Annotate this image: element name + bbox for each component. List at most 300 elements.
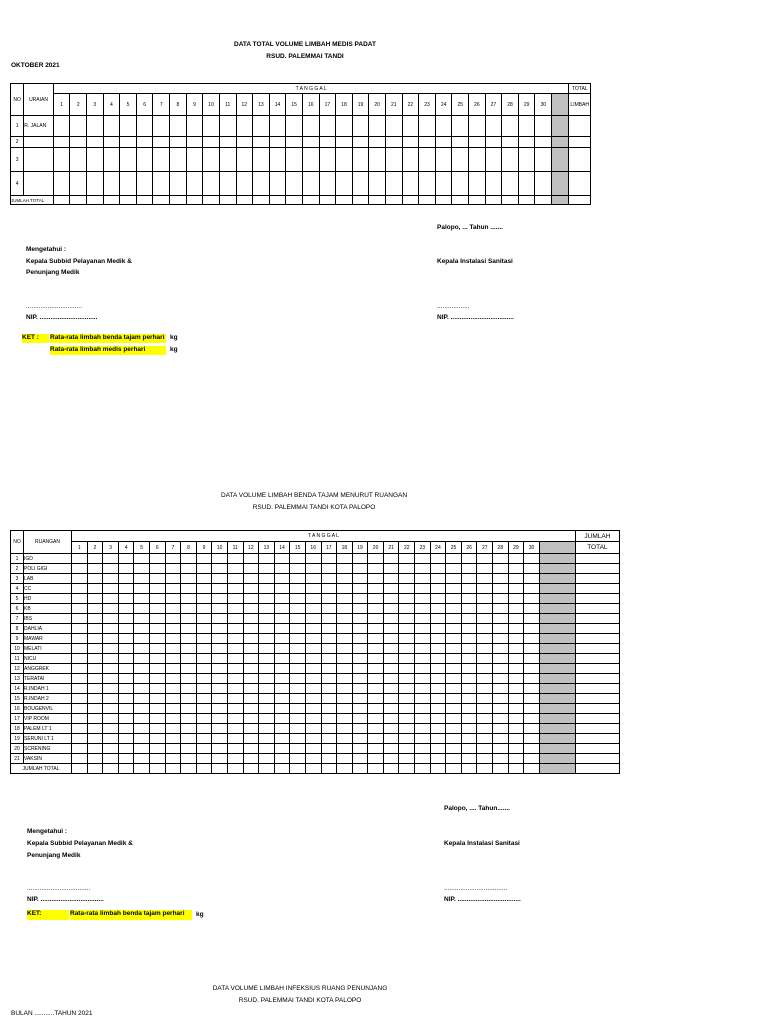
- section2-ket-label: KET:: [27, 910, 69, 920]
- data-cell: [87, 714, 103, 724]
- day-header: 4: [103, 94, 120, 116]
- data-cell: [149, 674, 165, 684]
- data-cell: [446, 664, 462, 674]
- data-cell: [227, 584, 243, 594]
- data-cell: [493, 704, 509, 714]
- data-cell: [103, 644, 119, 654]
- data-cell: [259, 614, 275, 624]
- data-cell: [149, 724, 165, 734]
- data-cell: [181, 734, 197, 744]
- shaded-column: [539, 704, 575, 714]
- data-cell: [369, 148, 386, 172]
- data-cell: [103, 574, 119, 584]
- data-cell: [368, 664, 384, 674]
- data-cell: [259, 764, 275, 774]
- data-cell: [290, 614, 306, 624]
- shaded-column: [552, 94, 569, 116]
- data-cell: [165, 684, 181, 694]
- data-cell: [485, 148, 502, 172]
- section2-left-dots: ...................................: [27, 885, 91, 892]
- data-cell: [369, 196, 386, 205]
- data-cell: [212, 764, 228, 774]
- section2-subtitle: RSUD. PALEMMAI TANDI KOTA PALOPO: [252, 504, 376, 511]
- day-header: 21: [385, 94, 402, 116]
- data-cell: [290, 744, 306, 754]
- day-header: 10: [203, 94, 220, 116]
- data-cell: [352, 584, 368, 594]
- data-cell: [186, 172, 203, 196]
- data-cell: [337, 624, 353, 634]
- data-cell: [259, 724, 275, 734]
- data-cell: [430, 594, 446, 604]
- data-cell: [337, 554, 353, 564]
- section2-table: [10, 530, 620, 774]
- data-cell: [352, 674, 368, 684]
- shaded-column: [552, 172, 569, 196]
- total-cell: [575, 714, 619, 724]
- data-cell: [118, 574, 134, 584]
- data-cell: [477, 684, 493, 694]
- data-cell: [461, 744, 477, 754]
- data-cell: [477, 674, 493, 684]
- data-cell: [415, 754, 431, 764]
- data-cell: [134, 674, 150, 684]
- row-number: 4: [11, 584, 24, 594]
- row-number: 9: [11, 634, 24, 644]
- data-cell: [535, 116, 552, 137]
- data-cell: [368, 624, 384, 634]
- data-cell: [181, 594, 197, 604]
- data-cell: [103, 694, 119, 704]
- data-cell: [524, 584, 540, 594]
- room-name: R.INDAH 1: [24, 684, 72, 694]
- data-cell: [352, 724, 368, 734]
- data-cell: [461, 554, 477, 564]
- data-cell: [352, 734, 368, 744]
- data-cell: [165, 634, 181, 644]
- data-cell: [430, 584, 446, 594]
- shaded-column: [539, 744, 575, 754]
- data-cell: [274, 704, 290, 714]
- data-cell: [430, 664, 446, 674]
- data-cell: [493, 734, 509, 744]
- data-cell: [72, 564, 88, 574]
- data-cell: [415, 744, 431, 754]
- data-cell: [149, 584, 165, 594]
- data-cell: [524, 634, 540, 644]
- data-cell: [415, 764, 431, 774]
- row-number: 17: [11, 714, 24, 724]
- data-cell: [493, 614, 509, 624]
- data-cell: [243, 604, 259, 614]
- shaded-column: [539, 684, 575, 694]
- data-cell: [419, 137, 436, 148]
- data-cell: [181, 744, 197, 754]
- data-cell: [508, 554, 524, 564]
- section1-period: OKTOBER 2021: [11, 62, 60, 69]
- data-cell: [305, 584, 321, 594]
- data-cell: [165, 734, 181, 744]
- data-cell: [72, 624, 88, 634]
- data-cell: [219, 196, 236, 205]
- data-cell: [149, 594, 165, 604]
- data-cell: [274, 764, 290, 774]
- data-cell: [305, 704, 321, 714]
- data-cell: [134, 574, 150, 584]
- data-cell: [469, 196, 486, 205]
- data-cell: [186, 196, 203, 205]
- day-header: 10: [212, 542, 228, 554]
- data-cell: [87, 724, 103, 734]
- data-cell: [87, 664, 103, 674]
- section1-ket-line-2: Rata-rata limbah medis perhari: [50, 346, 166, 355]
- data-cell: [352, 574, 368, 584]
- data-cell: [385, 148, 402, 172]
- data-cell: [290, 754, 306, 764]
- shaded-column: [552, 116, 569, 137]
- data-cell: [243, 754, 259, 764]
- data-cell: [352, 148, 369, 172]
- tanggal-header: T A N G G A L: [72, 531, 576, 542]
- data-cell: [118, 634, 134, 644]
- row-number: 1: [11, 554, 24, 564]
- col-uraian-header: URAIAN: [24, 84, 54, 116]
- room-name: LAB: [24, 574, 72, 584]
- data-cell: [149, 744, 165, 754]
- day-header: 13: [259, 542, 275, 554]
- data-cell: [305, 654, 321, 664]
- data-cell: [196, 734, 212, 744]
- shaded-column: [539, 754, 575, 764]
- data-cell: [477, 564, 493, 574]
- data-cell: [72, 574, 88, 584]
- data-cell: [368, 744, 384, 754]
- day-header: 2: [70, 94, 87, 116]
- data-cell: [134, 744, 150, 754]
- data-cell: [461, 584, 477, 594]
- data-cell: [305, 734, 321, 744]
- table-row: [11, 734, 620, 744]
- data-cell: [337, 744, 353, 754]
- data-cell: [477, 614, 493, 624]
- data-cell: [518, 137, 535, 148]
- day-header: 18: [336, 94, 353, 116]
- data-cell: [196, 624, 212, 634]
- data-cell: [72, 654, 88, 664]
- data-cell: [134, 634, 150, 644]
- data-cell: [72, 704, 88, 714]
- data-cell: [508, 694, 524, 704]
- data-cell: [493, 724, 509, 734]
- data-cell: [337, 734, 353, 744]
- day-header: 5: [134, 542, 150, 554]
- data-cell: [535, 148, 552, 172]
- data-cell: [461, 644, 477, 654]
- data-cell: [305, 594, 321, 604]
- data-cell: [259, 594, 275, 604]
- data-cell: [415, 624, 431, 634]
- data-cell: [477, 724, 493, 734]
- data-cell: [508, 684, 524, 694]
- section2-mengetahui: Mengetahui :: [27, 828, 68, 835]
- data-cell: [461, 604, 477, 614]
- data-cell: [149, 634, 165, 644]
- data-cell: [149, 714, 165, 724]
- data-cell: [461, 654, 477, 664]
- section2-footer-row: [11, 764, 620, 774]
- data-cell: [477, 594, 493, 604]
- data-cell: [253, 148, 270, 172]
- data-cell: [477, 734, 493, 744]
- data-cell: [196, 684, 212, 694]
- table-row: [11, 644, 620, 654]
- row-number: 8: [11, 624, 24, 634]
- limbah-header: LIMBAH: [569, 94, 591, 116]
- day-header: 12: [236, 94, 253, 116]
- data-cell: [227, 664, 243, 674]
- data-cell: [446, 674, 462, 684]
- data-cell: [149, 764, 165, 774]
- data-cell: [259, 694, 275, 704]
- data-cell: [368, 574, 384, 584]
- section1-mengetahui: Mengetahui :: [26, 246, 67, 253]
- data-cell: [337, 564, 353, 574]
- section1-day-row: [11, 94, 591, 116]
- table-row: [11, 148, 591, 172]
- data-cell: [165, 554, 181, 564]
- data-cell: [352, 172, 369, 196]
- row-number: 4: [11, 172, 24, 196]
- day-header: 9: [196, 542, 212, 554]
- data-cell: [446, 624, 462, 634]
- data-cell: [352, 694, 368, 704]
- row-number: 11: [11, 654, 24, 664]
- day-header: 11: [227, 542, 243, 554]
- data-cell: [87, 744, 103, 754]
- data-cell: [134, 684, 150, 694]
- data-cell: [72, 764, 88, 774]
- data-cell: [181, 694, 197, 704]
- data-cell: [290, 734, 306, 744]
- data-cell: [415, 634, 431, 644]
- day-header: 23: [419, 94, 436, 116]
- data-cell: [227, 614, 243, 624]
- data-cell: [212, 554, 228, 564]
- room-name: POLI GIGI: [24, 564, 72, 574]
- data-cell: [53, 148, 70, 172]
- section2-right-nip: NIP. ...................................: [444, 896, 521, 903]
- data-cell: [134, 564, 150, 574]
- data-cell: [337, 674, 353, 684]
- data-cell: [149, 614, 165, 624]
- data-cell: [352, 196, 369, 205]
- data-cell: [399, 654, 415, 664]
- data-cell: [118, 624, 134, 634]
- section1-place-date: Palopo, ... Tahun .......: [437, 224, 503, 231]
- data-cell: [165, 614, 181, 624]
- data-cell: [321, 694, 337, 704]
- data-cell: [524, 574, 540, 584]
- data-cell: [103, 116, 120, 137]
- data-cell: [243, 634, 259, 644]
- section1-unit-1: kg: [170, 334, 178, 341]
- data-cell: [446, 764, 462, 774]
- row-number: 10: [11, 644, 24, 654]
- data-cell: [149, 644, 165, 654]
- row-number: 12: [11, 664, 24, 674]
- data-cell: [493, 664, 509, 674]
- data-cell: [103, 624, 119, 634]
- data-cell: [165, 704, 181, 714]
- data-cell: [469, 172, 486, 196]
- table-row: [11, 584, 620, 594]
- data-cell: [149, 704, 165, 714]
- data-cell: [253, 116, 270, 137]
- data-cell: [524, 734, 540, 744]
- data-cell: [469, 148, 486, 172]
- data-cell: [337, 694, 353, 704]
- data-cell: [485, 172, 502, 196]
- data-cell: [399, 704, 415, 714]
- data-cell: [321, 624, 337, 634]
- data-cell: [274, 664, 290, 674]
- table-row: [11, 654, 620, 664]
- data-cell: [243, 684, 259, 694]
- day-header: 25: [446, 542, 462, 554]
- data-cell: [302, 148, 319, 172]
- data-cell: [337, 704, 353, 714]
- data-cell: [302, 116, 319, 137]
- data-cell: [419, 116, 436, 137]
- data-cell: [508, 734, 524, 744]
- data-cell: [274, 684, 290, 694]
- data-cell: [259, 654, 275, 664]
- data-cell: [227, 574, 243, 584]
- data-cell: [336, 137, 353, 148]
- data-cell: [103, 584, 119, 594]
- data-cell: [290, 764, 306, 774]
- data-cell: [399, 764, 415, 774]
- data-cell: [337, 654, 353, 664]
- data-cell: [524, 554, 540, 564]
- data-cell: [493, 744, 509, 754]
- data-cell: [352, 137, 369, 148]
- data-cell: [87, 604, 103, 614]
- data-cell: [196, 704, 212, 714]
- data-cell: [402, 148, 419, 172]
- data-cell: [153, 148, 170, 172]
- data-cell: [227, 744, 243, 754]
- total-header: TOTAL: [569, 84, 591, 94]
- data-cell: [181, 724, 197, 734]
- row-number: 18: [11, 724, 24, 734]
- section1-table: [10, 83, 591, 205]
- table-row: [11, 574, 620, 584]
- section1-right-sign: Kepala Instalasi Sanitasi: [437, 258, 513, 265]
- table-row: [11, 614, 620, 624]
- data-cell: [477, 714, 493, 724]
- data-cell: [321, 724, 337, 734]
- data-cell: [181, 624, 197, 634]
- data-cell: [103, 654, 119, 664]
- data-cell: [165, 764, 181, 774]
- data-cell: [321, 584, 337, 594]
- total-cell: [575, 724, 619, 734]
- shaded-column: [539, 594, 575, 604]
- shaded-column: [539, 542, 575, 554]
- data-cell: [524, 624, 540, 634]
- day-header: 27: [485, 94, 502, 116]
- data-cell: [243, 584, 259, 594]
- data-cell: [399, 634, 415, 644]
- data-cell: [337, 664, 353, 674]
- data-cell: [383, 744, 399, 754]
- data-cell: [430, 654, 446, 664]
- room-name: SERUNI LT 1: [24, 734, 72, 744]
- data-cell: [87, 148, 104, 172]
- data-cell: [259, 634, 275, 644]
- data-cell: [274, 744, 290, 754]
- data-cell: [290, 644, 306, 654]
- day-header: 7: [153, 94, 170, 116]
- data-cell: [461, 684, 477, 694]
- day-header: 24: [430, 542, 446, 554]
- total-cell: [569, 137, 591, 148]
- data-cell: [321, 764, 337, 774]
- data-cell: [508, 564, 524, 574]
- data-cell: [72, 734, 88, 744]
- data-cell: [446, 714, 462, 724]
- data-cell: [243, 704, 259, 714]
- data-cell: [196, 664, 212, 674]
- data-cell: [120, 137, 137, 148]
- data-cell: [165, 694, 181, 704]
- data-cell: [493, 604, 509, 614]
- data-cell: [118, 564, 134, 574]
- data-cell: [118, 614, 134, 624]
- data-cell: [134, 734, 150, 744]
- data-cell: [70, 116, 87, 137]
- total-cell: [575, 644, 619, 654]
- data-cell: [524, 724, 540, 734]
- data-cell: [243, 664, 259, 674]
- section3-period: BULAN ...........TAHUN 2021: [11, 1010, 93, 1017]
- data-cell: [368, 604, 384, 614]
- shaded-column: [552, 148, 569, 172]
- data-cell: [477, 554, 493, 564]
- data-cell: [399, 694, 415, 704]
- day-header: 13: [253, 94, 270, 116]
- col-no-header: NO: [11, 531, 24, 554]
- data-cell: [430, 744, 446, 754]
- data-cell: [493, 594, 509, 604]
- data-cell: [165, 574, 181, 584]
- data-cell: [118, 594, 134, 604]
- data-cell: [274, 634, 290, 644]
- day-header: 4: [118, 542, 134, 554]
- data-cell: [274, 574, 290, 584]
- section2-unit-1: kg: [196, 911, 204, 918]
- total-cell: [575, 594, 619, 604]
- data-cell: [227, 594, 243, 604]
- data-cell: [259, 584, 275, 594]
- data-cell: [196, 574, 212, 584]
- data-cell: [415, 654, 431, 664]
- data-cell: [227, 684, 243, 694]
- data-cell: [402, 172, 419, 196]
- data-cell: [518, 148, 535, 172]
- data-cell: [399, 594, 415, 604]
